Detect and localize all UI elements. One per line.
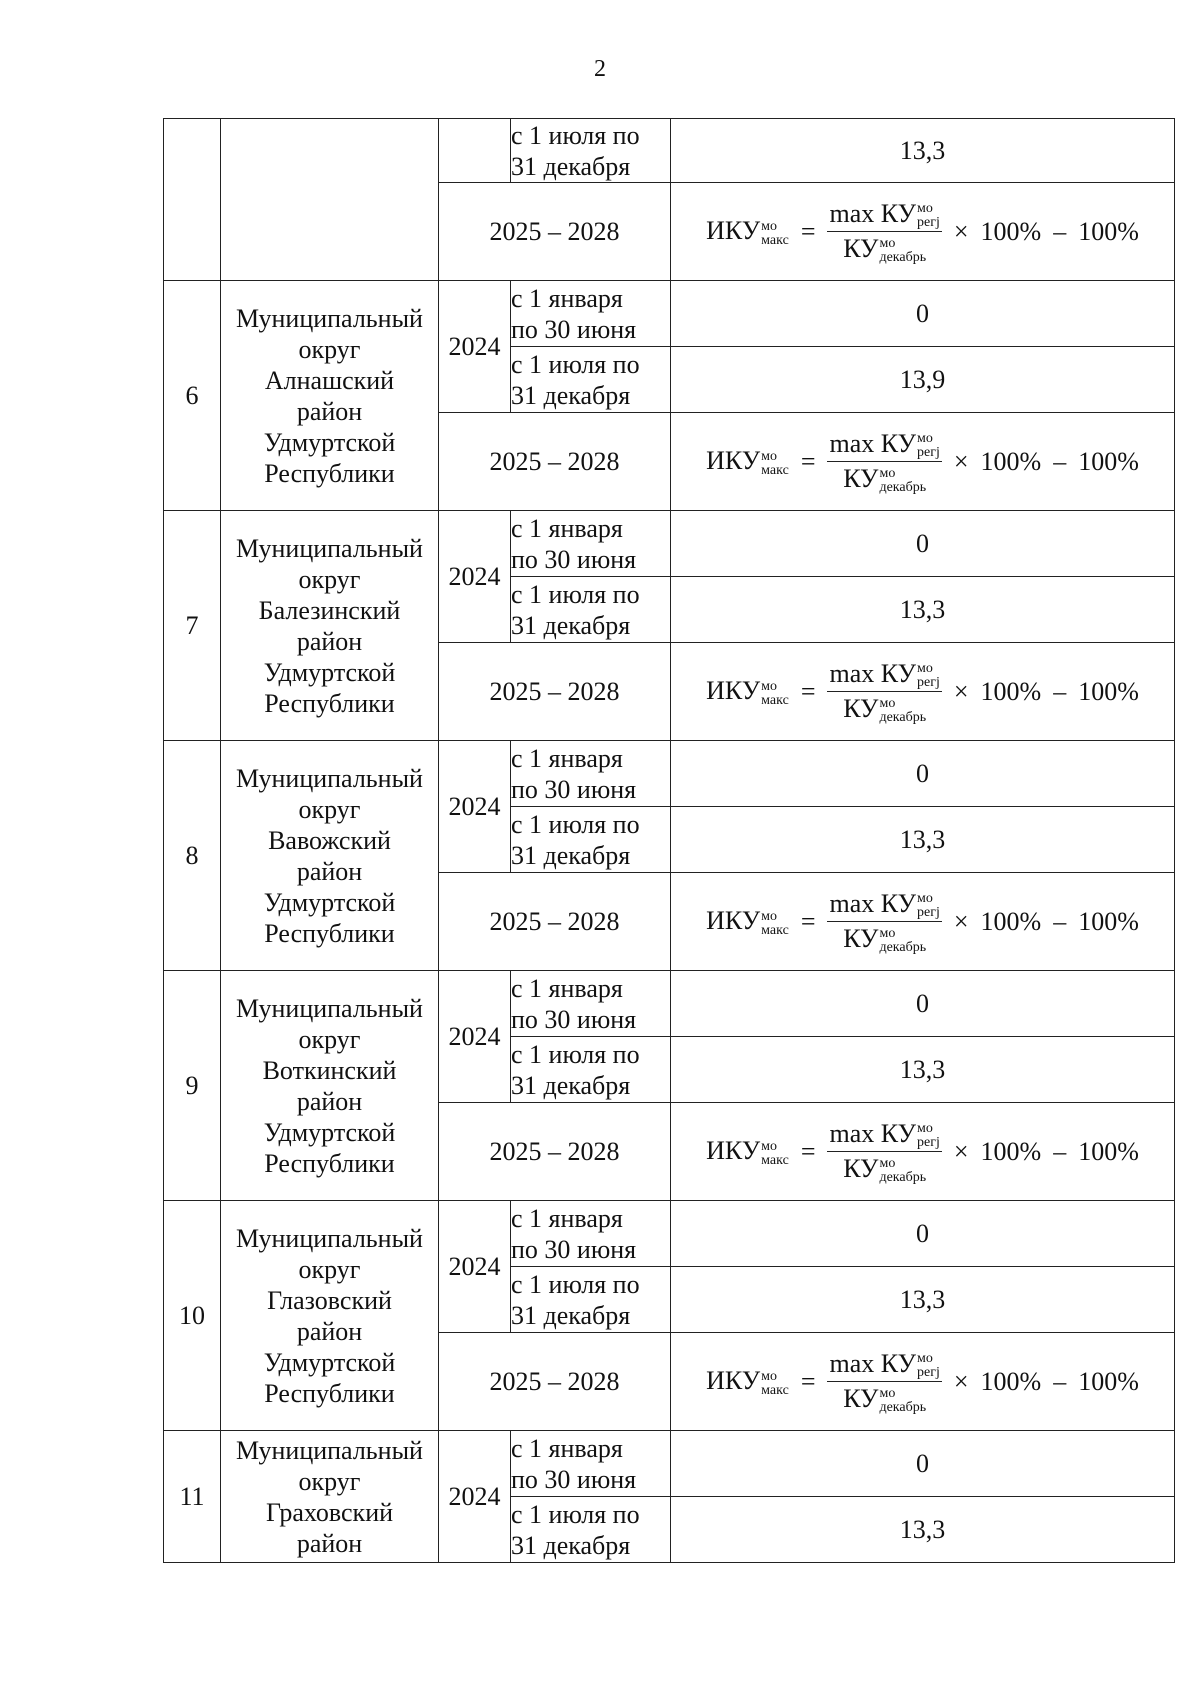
period-cell: с 1 июля по 31 декабря — [511, 1497, 671, 1563]
formula-equals: = — [800, 677, 816, 706]
formula-percent: 100% — [980, 217, 1042, 246]
years-range-cell: 2025 – 2028 — [439, 1103, 671, 1201]
formula-numerator: max КУ мо регj — [829, 1118, 940, 1150]
value-cell: 13,3 — [671, 807, 1175, 873]
table-row — [164, 1201, 1175, 1267]
formula-cell — [671, 1103, 1175, 1201]
table-row — [164, 281, 1175, 347]
formula-fraction — [827, 1348, 941, 1415]
municipality-cell: Муниципальный округ Глазовский район Удмуртской Республики — [221, 1201, 439, 1431]
formula-percent: 100% — [1078, 907, 1139, 936]
period-cell: с 1 июля по 31 декабря — [511, 347, 671, 413]
formula-percent: 100% — [980, 677, 1042, 706]
formula-denominator: КУ мо декабрь — [843, 464, 927, 496]
formula-equals: = — [800, 907, 816, 936]
formula-lhs: ИКУ мо макс — [706, 1136, 789, 1168]
years-range-cell: 2025 – 2028 — [439, 1333, 671, 1431]
formula-equals: = — [800, 447, 816, 476]
formula-percent: 100% — [1078, 1367, 1139, 1396]
formula-percent: 100% — [1078, 677, 1139, 706]
row-number-cell: 6 — [164, 281, 221, 511]
formula-fraction — [827, 428, 941, 495]
formula-minus: – — [1053, 1367, 1067, 1396]
formula-denominator: КУ мо декабрь — [843, 924, 927, 956]
period-cell: с 1 января по 30 июня — [511, 1201, 671, 1267]
formula-lhs: ИКУ мо макс — [706, 446, 789, 478]
table-row — [164, 971, 1175, 1037]
formula — [671, 1348, 1174, 1415]
period-cell: с 1 июля по 31 декабря — [511, 807, 671, 873]
formula-cell — [671, 643, 1175, 741]
municipality-cell: Муниципальный округ Балезинский район Удмуртской Республики — [221, 511, 439, 741]
formula-percent: 100% — [1078, 217, 1139, 246]
formula-fraction — [827, 658, 941, 725]
value-cell: 13,9 — [671, 347, 1175, 413]
rates-table — [163, 118, 1175, 1563]
formula-percent: 100% — [980, 907, 1042, 936]
years-range-cell: 2025 – 2028 — [439, 183, 671, 281]
formula-equals: = — [800, 1137, 816, 1166]
value-cell: 0 — [671, 741, 1175, 807]
years-range-cell: 2025 – 2028 — [439, 643, 671, 741]
year-cell: 2024 — [439, 1431, 511, 1563]
formula-percent: 100% — [980, 1367, 1042, 1396]
value-cell: 0 — [671, 1431, 1175, 1497]
period-cell: с 1 января по 30 июня — [511, 1431, 671, 1497]
period-cell: с 1 июля по 31 декабря — [511, 1037, 671, 1103]
municipality-cell: Муниципальный округ Граховский район — [221, 1431, 439, 1563]
formula-numerator: max КУ мо регj — [829, 658, 940, 690]
formula-times: × — [953, 447, 969, 476]
table-row — [164, 511, 1175, 577]
formula-times: × — [953, 907, 969, 936]
formula — [671, 428, 1174, 495]
formula-cell — [671, 1333, 1175, 1431]
formula-equals: = — [800, 1367, 816, 1396]
formula-minus: – — [1053, 677, 1067, 706]
period-cell: с 1 июля по 31 декабря — [511, 119, 671, 183]
formula-numerator: max КУ мо регj — [829, 428, 940, 460]
formula-denominator: КУ мо декабрь — [843, 1384, 927, 1416]
period-cell: с 1 июля по 31 декабря — [511, 577, 671, 643]
period-cell: с 1 января по 30 июня — [511, 511, 671, 577]
page-number: 2 — [594, 56, 606, 82]
period-cell: с 1 января по 30 июня — [511, 741, 671, 807]
table-row — [164, 119, 1175, 183]
formula-cell — [671, 413, 1175, 511]
formula-lhs: ИКУ мо макс — [706, 1366, 789, 1398]
year-cell: 2024 — [439, 741, 511, 873]
formula-percent: 100% — [980, 447, 1042, 476]
formula-denominator: КУ мо декабрь — [843, 1154, 927, 1186]
period-cell: с 1 января по 30 июня — [511, 281, 671, 347]
municipality-cell: Муниципальный округ Вавожский район Удмуртской Республики — [221, 741, 439, 971]
formula-denominator: КУ мо декабрь — [843, 234, 927, 266]
formula-times: × — [953, 1367, 969, 1396]
formula-numerator: max КУ мо регj — [829, 1348, 940, 1380]
row-number-cell: 9 — [164, 971, 221, 1201]
value-cell: 13,3 — [671, 1037, 1175, 1103]
formula-cell — [671, 873, 1175, 971]
formula-numerator: max КУ мо регj — [829, 888, 940, 920]
formula-minus: – — [1053, 907, 1067, 936]
value-cell: 13,3 — [671, 1497, 1175, 1563]
table-row — [164, 741, 1175, 807]
year-cell: 2024 — [439, 971, 511, 1103]
municipality-cell: Муниципальный округ Воткинский район Удмуртской Республики — [221, 971, 439, 1201]
formula-cell — [671, 183, 1175, 281]
row-number-cell: 8 — [164, 741, 221, 971]
formula-fraction — [827, 1118, 941, 1185]
formula-minus: – — [1053, 1137, 1067, 1166]
years-range-cell: 2025 – 2028 — [439, 413, 671, 511]
formula-times: × — [953, 217, 969, 246]
period-cell: с 1 января по 30 июня — [511, 971, 671, 1037]
value-cell: 0 — [671, 281, 1175, 347]
period-cell: с 1 июля по 31 декабря — [511, 1267, 671, 1333]
formula-fraction — [827, 888, 941, 955]
formula-numerator: max КУ мо регj — [829, 198, 940, 230]
formula-equals: = — [800, 217, 816, 246]
formula-times: × — [953, 677, 969, 706]
year-cell — [439, 119, 511, 183]
formula-percent: 100% — [980, 1137, 1042, 1166]
municipality-cell — [221, 119, 439, 281]
formula-minus: – — [1053, 447, 1067, 476]
row-number-cell: 7 — [164, 511, 221, 741]
value-cell: 13,3 — [671, 119, 1175, 183]
formula-lhs: ИКУ мо макс — [706, 676, 789, 708]
row-number-cell: 10 — [164, 1201, 221, 1431]
years-range-cell: 2025 – 2028 — [439, 873, 671, 971]
formula-minus: – — [1053, 217, 1067, 246]
formula-percent: 100% — [1078, 447, 1139, 476]
value-cell: 13,3 — [671, 1267, 1175, 1333]
formula — [671, 198, 1174, 265]
value-cell: 0 — [671, 1201, 1175, 1267]
formula-percent: 100% — [1078, 1137, 1139, 1166]
table-row — [164, 1431, 1175, 1497]
row-number-cell — [164, 119, 221, 281]
formula — [671, 1118, 1174, 1185]
row-number-cell: 11 — [164, 1431, 221, 1563]
formula-lhs: ИКУ мо макс — [706, 216, 789, 248]
formula-denominator: КУ мо декабрь — [843, 694, 927, 726]
formula — [671, 888, 1174, 955]
formula — [671, 658, 1174, 725]
formula-lhs: ИКУ мо макс — [706, 906, 789, 938]
year-cell: 2024 — [439, 281, 511, 413]
year-cell: 2024 — [439, 511, 511, 643]
municipality-cell: Муниципальный округ Алнашский район Удмуртской Республики — [221, 281, 439, 511]
formula-fraction — [827, 198, 941, 265]
formula-times: × — [953, 1137, 969, 1166]
value-cell: 0 — [671, 511, 1175, 577]
value-cell: 13,3 — [671, 577, 1175, 643]
value-cell: 0 — [671, 971, 1175, 1037]
year-cell: 2024 — [439, 1201, 511, 1333]
